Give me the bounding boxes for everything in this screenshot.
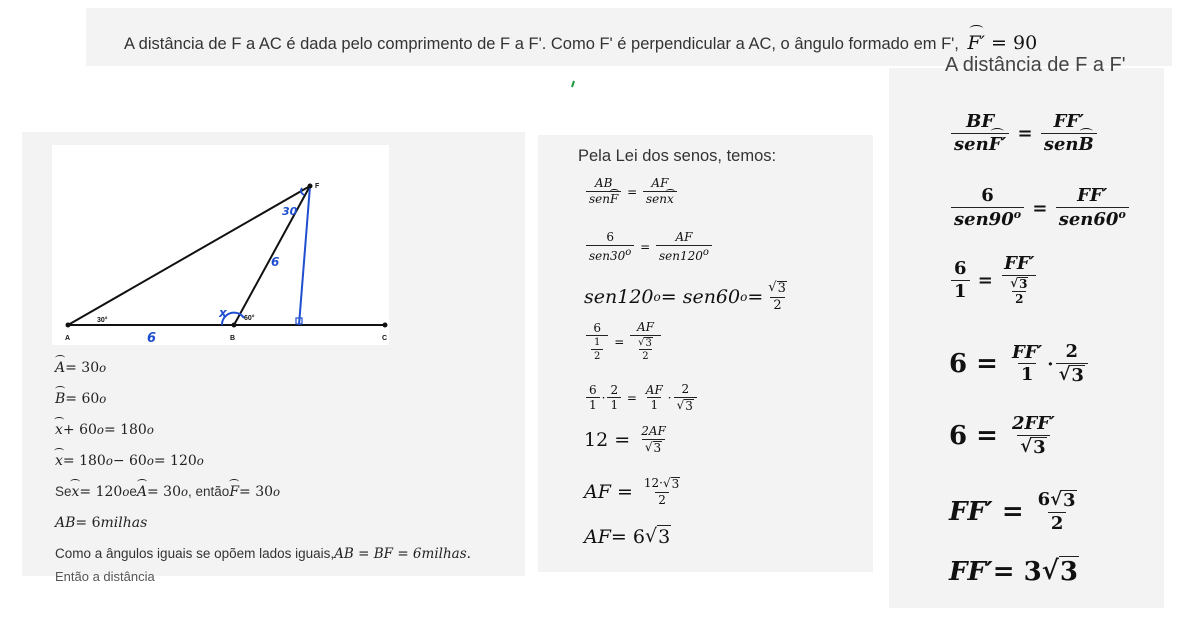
triangle-panel xyxy=(22,132,525,584)
degree: o xyxy=(740,290,748,305)
degree: o xyxy=(1013,207,1022,221)
frac-den: sen90 xyxy=(954,208,1014,230)
eq-part: = 180 xyxy=(62,452,106,469)
radicand: 3 xyxy=(645,337,652,349)
six-equals-fraction: 6 = 2FF′ √ 3 xyxy=(949,414,1060,458)
sine-ratio-values: $\frac{6}{sen90^o}$ = $\frac{FF'}{sen60^o}$ xyxy=(949,186,1131,230)
eq-x-value xyxy=(55,445,471,476)
eq-var: B xyxy=(55,390,66,407)
frac-num: 2 xyxy=(1065,341,1079,362)
eq-conclusion-f xyxy=(55,476,471,507)
eq-math: AB = BF = 6 xyxy=(334,545,422,562)
frac-den: 1 xyxy=(586,397,600,413)
frac-num: 2AF xyxy=(641,424,666,438)
radicand: 3 xyxy=(671,477,680,491)
eq-value: = 30 xyxy=(65,359,100,376)
eq-lhs: 6 xyxy=(949,421,968,452)
label-f: F xyxy=(315,183,320,190)
eq-degree: o xyxy=(99,360,107,375)
green-tick-mark xyxy=(570,80,576,88)
triangle-figure xyxy=(52,145,389,345)
frac-num: 6 xyxy=(1037,489,1051,510)
cut-off-line: Então a distância xyxy=(55,569,155,584)
point-a xyxy=(66,323,71,328)
frac-den: sen xyxy=(589,191,610,206)
frac-den-var: F xyxy=(610,191,619,206)
radicand: 3 xyxy=(777,281,786,296)
radicand: 3 xyxy=(653,440,662,455)
eq-degree: o xyxy=(196,453,204,468)
angle-value: = 90 xyxy=(984,32,1038,54)
eq-ab xyxy=(55,507,471,538)
eq-part: = 30 xyxy=(147,483,181,500)
dot: · xyxy=(601,391,606,406)
frac-den: sen120 xyxy=(658,248,703,263)
point-c xyxy=(383,323,388,328)
radicand: 3 xyxy=(1059,557,1078,587)
frac-den: 1 xyxy=(607,397,621,413)
eq-degree: o xyxy=(146,453,154,468)
frac-num: AF xyxy=(675,230,693,244)
eq-part: = 120 xyxy=(153,452,197,469)
radicand: 3 xyxy=(1033,436,1046,458)
cross-multiplied: $\frac{6}{1}$ · $\frac{2}{1}$ = $\frac{AF}{1}$ · 2 √ 3 xyxy=(584,383,699,414)
degree: o xyxy=(625,246,632,258)
frac-den: 1 xyxy=(647,397,661,413)
text-part: , então xyxy=(188,484,230,499)
handwritten-angle-f: 30 xyxy=(282,205,298,218)
frac-num: AF xyxy=(636,320,654,334)
eq-degree: o xyxy=(96,422,104,437)
given-equations xyxy=(55,352,471,584)
eq-part: + 60 xyxy=(62,421,97,438)
frac-num: 6 xyxy=(606,230,614,244)
eq-var: x xyxy=(71,483,80,500)
eq-part: = 180 xyxy=(103,421,147,438)
ff-result: FF′ = 3 √ 3 xyxy=(949,556,1078,587)
ratio-six-over-one: $\frac{6}{1}$ = FF′ √ 3 2 xyxy=(949,254,1039,307)
frac-num: 6 xyxy=(593,320,601,335)
six-equals-product: 6 = $\frac{FF'}{1}$ · 2 √ 3 xyxy=(949,342,1090,386)
frac-den: sen xyxy=(646,191,668,206)
frac-num: FF′ xyxy=(1004,253,1035,274)
frac-num: 2FF′ xyxy=(1011,413,1055,434)
frac-den: 2 xyxy=(655,492,669,508)
frac-den: 2 xyxy=(591,349,603,363)
radicand: 3 xyxy=(1019,276,1028,291)
eq-lhs: AF xyxy=(584,481,611,504)
angle-b-label: 60° xyxy=(244,315,255,322)
cut-off-heading: A distância de F a F' xyxy=(945,54,1126,76)
point-f xyxy=(308,184,313,189)
sine-law-title: Pela Lei dos senos, temos: xyxy=(578,147,777,165)
frac-den: 1 xyxy=(951,280,970,303)
eq-lhs: FF′ xyxy=(949,556,993,587)
frac-num: BF xyxy=(966,111,995,132)
frac-den: 2 xyxy=(770,297,784,314)
text-part: e xyxy=(129,484,137,499)
distance-panel xyxy=(889,54,1164,608)
label-c: C xyxy=(382,335,388,342)
radicand: 3 xyxy=(685,398,693,413)
eq-unit: milhas xyxy=(421,545,467,562)
degree: o xyxy=(653,290,661,305)
eq-var: x xyxy=(55,452,63,469)
eq-lhs: 12 xyxy=(584,429,609,452)
eq-part: = 30 xyxy=(239,483,274,500)
radicand: 3 xyxy=(1063,490,1076,511)
frac-num: FF′ xyxy=(1053,111,1084,132)
label-b: B xyxy=(230,335,236,342)
frac-num: FF′ xyxy=(1011,341,1043,363)
statement-math xyxy=(967,32,1037,54)
degree: o xyxy=(702,246,709,258)
eq-var: A xyxy=(136,483,147,500)
frac-num: AB xyxy=(594,176,613,190)
eq-part: − 60 xyxy=(112,452,147,469)
eq-sign: = xyxy=(747,286,764,309)
frac-num: AF xyxy=(651,176,669,190)
eq-part: = 120 xyxy=(79,483,123,500)
radicand: 3 xyxy=(1071,364,1084,386)
eq-degree: o xyxy=(122,484,130,499)
frac-num: 1 xyxy=(594,337,601,349)
handwritten-side-ab: 6 xyxy=(147,331,157,346)
frac-num: 2 xyxy=(610,382,619,397)
eq-value: = 6 xyxy=(75,514,101,531)
frac-num: 6 xyxy=(589,382,597,397)
radicand: 3 xyxy=(658,526,671,548)
frac-den: 1 xyxy=(1018,363,1037,386)
frac-num: FF′ xyxy=(1077,185,1108,206)
frac-num: 12· xyxy=(643,476,663,490)
frac-den-var: B xyxy=(1078,133,1094,155)
frac-den: sen60 xyxy=(1058,208,1119,230)
af-fraction: AF = 12·√ 3 2 xyxy=(584,476,680,507)
eq-mid: = sen60 xyxy=(660,286,741,309)
eq-angle-a xyxy=(55,352,471,383)
angle-f-prime: F′ xyxy=(967,32,985,54)
sine-law-ratio: $\frac{AB}{\text{senF}}$ = $\frac{AF}{\text{senx}}$ xyxy=(584,177,679,207)
eq-lhs: AF xyxy=(584,525,611,548)
handwritten-side-bf: 6 xyxy=(271,255,280,269)
statement-text xyxy=(124,32,1037,54)
eq-var: F xyxy=(229,483,240,500)
eq-degree: o xyxy=(99,391,107,406)
frac-den: sen xyxy=(1043,133,1079,155)
sine-ratio-ff: $\frac{BF}{\text{senF′}}$ = $\frac{FF'}{\text{senB}}$ xyxy=(949,112,1099,155)
dot: · xyxy=(1047,353,1054,375)
frac-den-var: x xyxy=(667,191,674,206)
statement-sentence: A distância de F a AC é dada pelo comprimento de F a F'. Como F' é perpendicular a AC, o ângulo formado em F', xyxy=(124,35,959,53)
angle-a-label: 30° xyxy=(97,317,108,324)
eq-value: = 3 xyxy=(992,556,1042,587)
eq-var: A xyxy=(55,359,66,376)
eq-value: = 60 xyxy=(65,390,100,407)
eq-var: x xyxy=(55,421,63,438)
point-b xyxy=(232,323,237,328)
text-part: Se xyxy=(55,484,72,499)
eq-angle-b xyxy=(55,383,471,414)
dot: · xyxy=(667,391,672,406)
frac-den: sen xyxy=(954,133,989,155)
frac-num: AF xyxy=(645,382,663,397)
frac-num: 6 xyxy=(954,257,967,279)
eq-degree: o xyxy=(273,484,281,499)
eq-degree: o xyxy=(181,484,189,499)
eq-equal-sides xyxy=(55,538,471,569)
eq-unit: milhas xyxy=(100,514,148,531)
frac-den: sen30 xyxy=(589,248,626,263)
frac-den: 2 xyxy=(1048,512,1067,535)
sine-law-panel xyxy=(538,135,873,572)
eq-lhs: sen120 xyxy=(584,286,654,309)
handwritten-angle-x: x xyxy=(219,306,227,320)
eq-value: = 6 xyxy=(610,525,645,548)
text-part: Como a ângulos iguais se opõem lados iguais, xyxy=(55,546,335,561)
frac-num: 6 xyxy=(981,185,994,206)
twelve-equation: 12 = 2AF √ 3 xyxy=(584,425,671,456)
perpendicular-ff-prime xyxy=(299,186,310,325)
eq-dot: . xyxy=(466,545,471,562)
eq-lhs: 6 xyxy=(949,349,968,380)
frac-den-var: F′ xyxy=(988,133,1007,155)
label-a: A xyxy=(65,335,71,342)
frac-den: 2 xyxy=(639,349,651,363)
degree: o xyxy=(1118,207,1126,221)
eq-lhs: AB xyxy=(55,514,76,531)
af-result: AF = 6 √ 3 xyxy=(584,525,671,548)
frac-num: 2 xyxy=(681,382,690,396)
eq-degree: o xyxy=(105,453,113,468)
sine-identity: sen120 o = sen60 o = √ 3 2 xyxy=(584,280,786,313)
ratio-with-values: $\frac{6}{\frac{1}{2}}$ = AF √ 3 2 xyxy=(584,321,663,363)
eq-degree: o xyxy=(146,422,154,437)
frac-den: 2 xyxy=(1012,291,1026,307)
eq-x-sum xyxy=(55,414,471,445)
sine-law-substituted: $\frac{6}{sen30^o}$ = $\frac{AF}{sen120^o}$ xyxy=(584,231,714,264)
eq-lhs: FF′ xyxy=(949,497,993,528)
ff-fraction: FF′ = 6√ 3 2 xyxy=(949,489,1076,534)
